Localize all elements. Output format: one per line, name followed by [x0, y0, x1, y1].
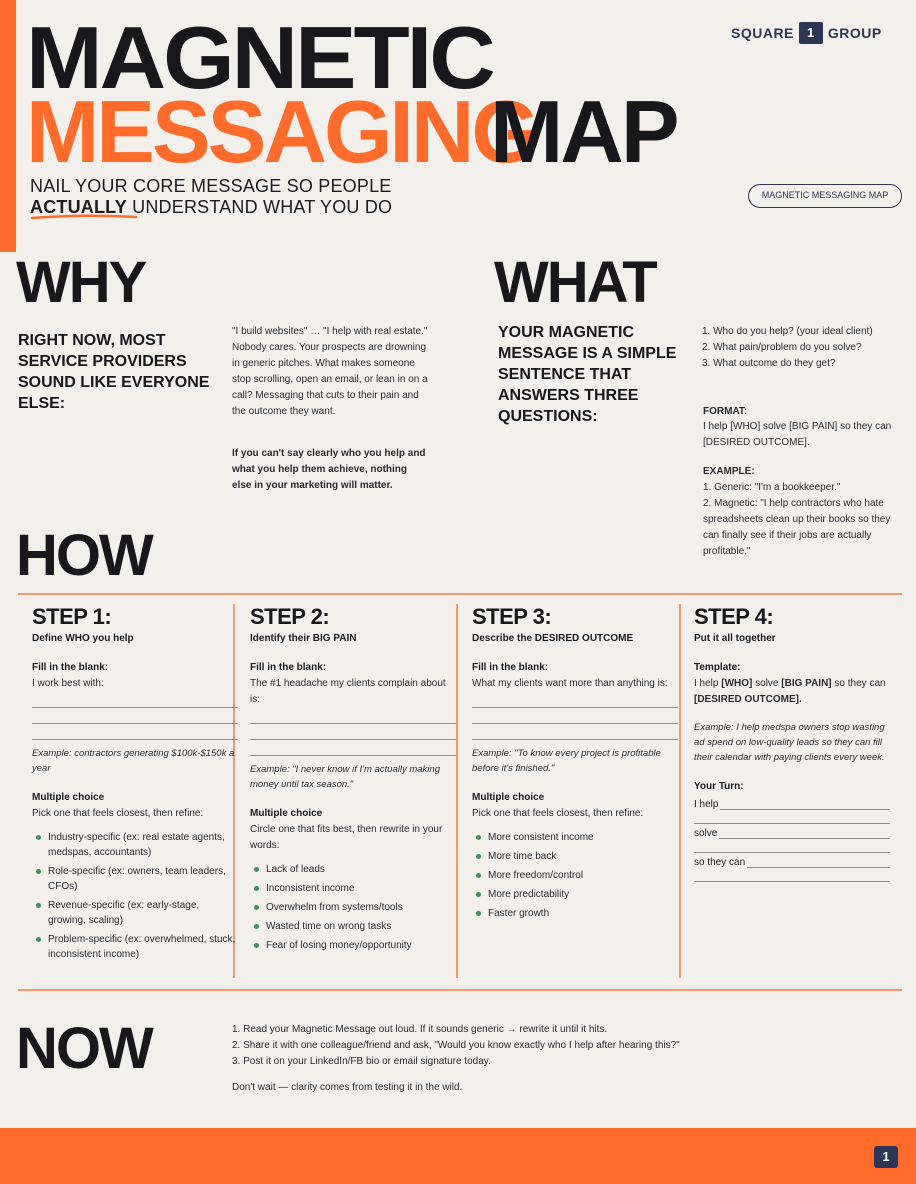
fill-label: Fill in the blank:	[472, 662, 549, 673]
divider-top	[18, 593, 902, 595]
underline-swoosh-icon	[30, 214, 138, 220]
list-item: Overwhelm from systems/tools	[250, 900, 456, 915]
example-label: EXAMPLE:	[703, 466, 755, 477]
title-magnetic: MAGNETIC	[26, 9, 493, 108]
step-2	[250, 604, 456, 957]
list-item: More time back	[472, 849, 678, 864]
fill-label: Fill in the blank:	[32, 662, 109, 673]
step-example: Example: "I never know if I'm actually making money until tax season."	[250, 764, 440, 790]
title-map: MAP	[490, 82, 677, 181]
brand-left: SQUARE	[731, 25, 794, 41]
question-item: 2. What pain/problem do you solve?	[702, 342, 862, 353]
example-magnetic: 2. Magnetic: "I help contractors who hate spreadsheets clean up their books so they can finally see if their jobs are actually profitable."	[703, 498, 891, 557]
list-item: Revenue-specific (ex: early-stage, growing, scaling)	[32, 898, 238, 928]
step-title: STEP 4:	[694, 604, 774, 629]
blank-line[interactable]	[32, 712, 238, 724]
footer-logo-icon: 1	[874, 1146, 898, 1168]
format-text: I help [WHO] solve [BIG PAIN] so they can [DESIRED OUTCOME].	[703, 421, 892, 448]
step-subtitle: Put it all together	[694, 633, 776, 644]
blank-line[interactable]	[694, 839, 890, 853]
blank-line[interactable]	[250, 712, 456, 724]
step-title: STEP 1:	[32, 604, 112, 629]
list-item: More consistent income	[472, 830, 678, 845]
what-lead: YOUR MAGNETIC MESSAGE IS A SIMPLE SENTENCE THAT ANSWERS THREE QUESTIONS:	[498, 324, 677, 425]
footer-bar	[0, 1128, 916, 1184]
turn-so-row[interactable]	[694, 857, 890, 868]
step-subtitle: Identify their BIG PAIN	[250, 633, 357, 644]
list-item: Problem-specific (ex: overwhelmed, stuck, inconsistent income)	[32, 932, 238, 962]
tagline-strong: ACTUALLY	[30, 197, 127, 217]
fill-text: What my clients want more than anything is:	[472, 678, 668, 689]
list-item: 3. Post it on your LinkedIn/FB bio or email signature today.	[232, 1056, 491, 1067]
blank-line[interactable]	[720, 799, 890, 810]
mc-label: Multiple choice	[32, 792, 105, 803]
example-text	[703, 480, 899, 560]
list-item: 1. Read your Magnetic Message out loud. If it sounds generic → rewrite it until it hits.	[232, 1024, 608, 1035]
list-item: More freedom/control	[472, 868, 678, 883]
template-pre: I help	[694, 678, 722, 689]
left-accent-bar	[0, 0, 16, 252]
step-title: STEP 2:	[250, 604, 330, 629]
template-label: Template:	[694, 662, 741, 673]
fill-label: Fill in the blank:	[250, 662, 327, 673]
example-generic: 1. Generic: "I'm a bookkeeper."	[703, 482, 841, 493]
step-3	[472, 604, 678, 925]
list-item: Fear of losing money/opportunity	[250, 938, 456, 953]
now-final: Don't wait — clarity comes from testing it in the wild.	[232, 1082, 463, 1093]
step-subtitle: Describe the DESIRED OUTCOME	[472, 633, 634, 644]
blank-line[interactable]	[472, 696, 678, 708]
choice-list	[472, 830, 678, 921]
blank-line[interactable]	[747, 857, 890, 868]
section-pill: MAGNETIC MESSAGING MAP	[748, 184, 902, 208]
mc-text: Pick one that feels closest, then refine:	[472, 808, 644, 819]
list-item: Lack of leads	[250, 862, 456, 877]
choice-list	[250, 862, 456, 953]
turn-help-row[interactable]	[694, 799, 890, 810]
turn-solve: solve	[694, 828, 718, 839]
list-item: More predictability	[472, 887, 678, 902]
mc-text: Circle one that fits best, then rewrite in your words:	[250, 824, 443, 851]
template-mid2: so they can	[831, 678, 886, 689]
step-example: Example: contractors generating $100k-$150k a year	[32, 748, 235, 774]
why-strong: If you can't say clearly who you help and what you help them achieve, nothing else in your marketing will matter.	[232, 448, 426, 491]
brand-right: GROUP	[827, 25, 882, 41]
blank-line[interactable]	[472, 728, 678, 740]
step-title: STEP 3:	[472, 604, 552, 629]
now-list	[232, 1022, 892, 1096]
divider-bottom	[18, 989, 902, 991]
title-messaging: MESSAGING	[26, 82, 537, 181]
tagline-rest: UNDERSTAND WHAT YOU DO	[126, 197, 393, 217]
why-body: "I build websites" … "I help with real estate." Nobody cares. Your prospects are drowning in generic pitches. What makes someone stop scrolling, open an email, or lean in on a call? Messaging that cuts to their pain and the outcome they want.	[232, 326, 428, 417]
list-item: Role-specific (ex: owners, team leaders, CFOs)	[32, 864, 238, 894]
step-subtitle: Define WHO you help	[32, 633, 134, 644]
list-item: Inconsistent income	[250, 881, 456, 896]
tagline	[30, 176, 392, 218]
step-example: Example: I help medspa owners stop wasting ad spend on low-quality leads so they can fill their calendar with paying clients every week.	[694, 722, 885, 763]
template-pain: [BIG PAIN]	[781, 678, 832, 689]
tagline-line1: NAIL YOUR CORE MESSAGE SO PEOPLE	[30, 176, 392, 196]
turn-solve-row[interactable]	[694, 828, 890, 839]
format-label: FORMAT:	[703, 406, 748, 417]
column-divider	[456, 604, 458, 978]
brand-box-icon: 1	[799, 22, 823, 44]
blank-line[interactable]	[32, 728, 238, 740]
turn-help: I help	[694, 799, 719, 810]
fill-text: I work best with:	[32, 678, 104, 689]
blank-line[interactable]	[250, 728, 456, 740]
template-who: [WHO]	[721, 678, 753, 689]
why-lead: RIGHT NOW, MOST SERVICE PROVIDERS SOUND LIKE EVERYONE ELSE:	[18, 332, 210, 412]
what-questions	[702, 324, 902, 372]
step-example: Example: "To know every project is profitable before it's finished."	[472, 748, 661, 774]
question-item: 1. Who do you help? (your ideal client)	[702, 326, 873, 337]
choice-list	[32, 830, 238, 962]
column-divider	[679, 604, 681, 978]
template-outcome: [DESIRED OUTCOME].	[694, 694, 802, 705]
list-item: Industry-specific (ex: real estate agents, medspas, accountants)	[32, 830, 238, 860]
blank-line[interactable]	[694, 868, 890, 882]
step-4	[694, 604, 890, 882]
how-heading: HOW	[16, 523, 152, 588]
step-1	[32, 604, 238, 966]
template-text	[694, 676, 890, 708]
blank-line[interactable]	[719, 828, 890, 839]
brand-logo	[731, 22, 882, 44]
template-mid1: solve	[752, 678, 782, 689]
mc-label: Multiple choice	[250, 808, 323, 819]
blank-line[interactable]	[472, 712, 678, 724]
mc-label: Multiple choice	[472, 792, 545, 803]
fill-text: The #1 headache my clients complain about is:	[250, 678, 446, 705]
what-heading: WHAT	[494, 250, 656, 315]
list-item: Wasted time on wrong tasks	[250, 919, 456, 934]
now-heading: NOW	[16, 1016, 152, 1081]
list-item: 2. Share it with one colleague/friend and ask, "Would you know exactly who I help after hearing this?"	[232, 1040, 680, 1051]
turn-label: Your Turn:	[694, 781, 744, 792]
blank-line[interactable]	[694, 810, 890, 824]
blank-line[interactable]	[250, 744, 456, 756]
list-item: Faster growth	[472, 906, 678, 921]
turn-so: so they can	[694, 857, 746, 868]
question-item: 3. What outcome do they get?	[702, 358, 836, 369]
blank-line[interactable]	[32, 696, 238, 708]
mc-text: Pick one that feels closest, then refine:	[32, 808, 204, 819]
why-heading: WHY	[16, 250, 146, 315]
